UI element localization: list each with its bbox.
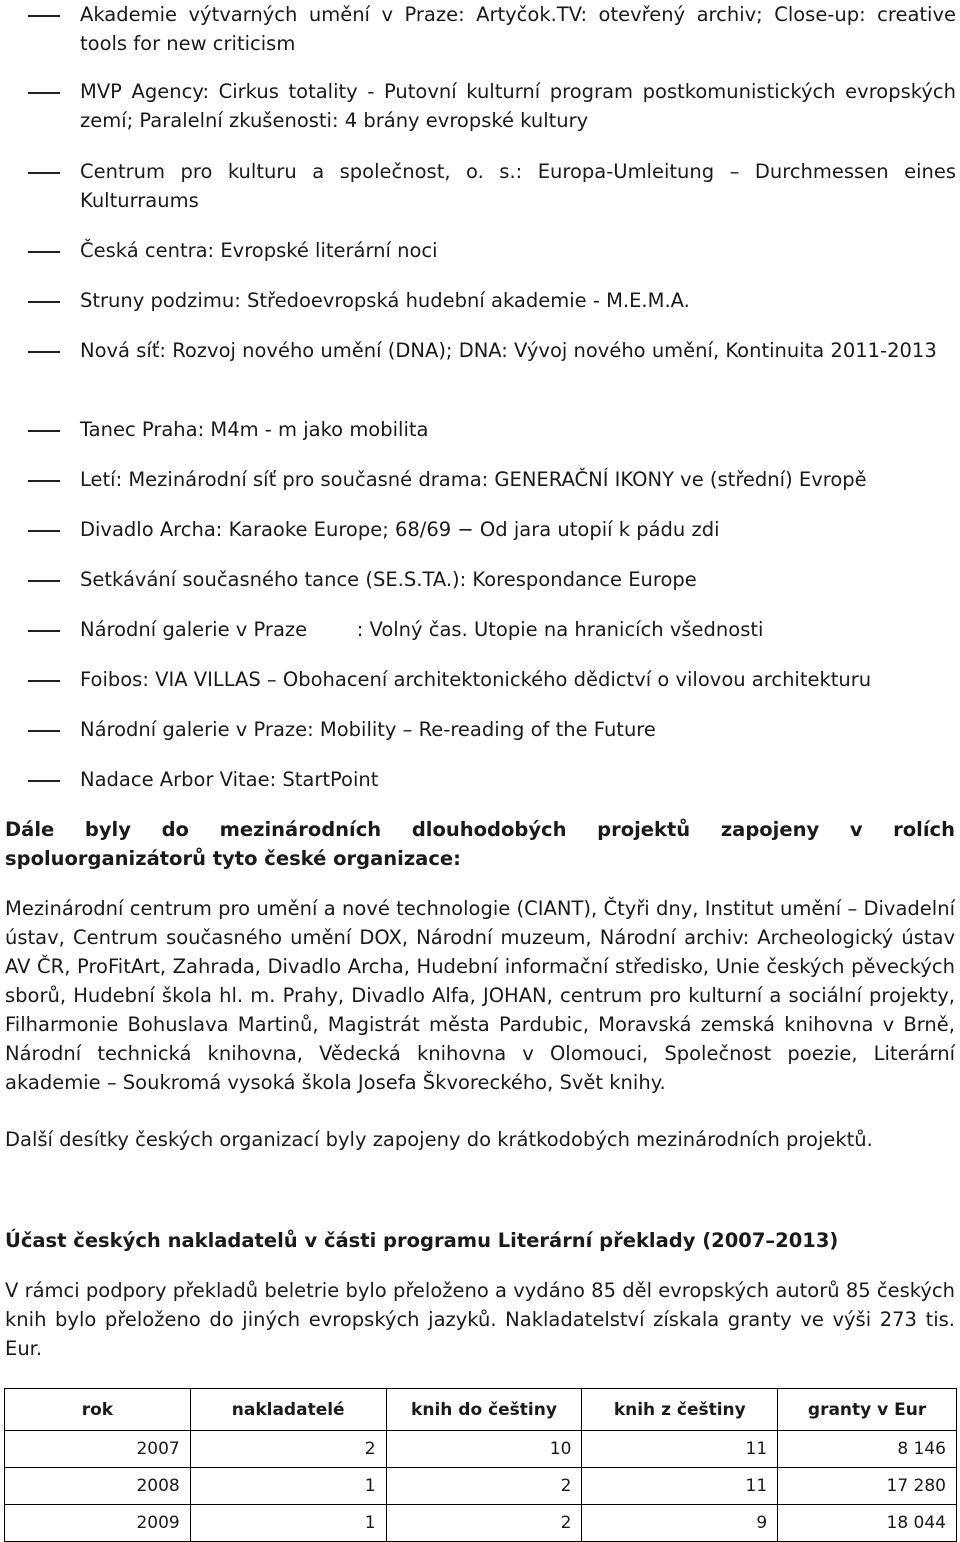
dash-bullet [28,480,60,482]
dash-bullet [28,301,60,303]
cell-books-into-czech: 2 [386,1505,582,1542]
dash-bullet [28,251,60,253]
cell-books-into-czech: 2 [386,1468,582,1505]
cell-grants-eur: 17 280 [778,1468,957,1505]
coorganizers-body: Mezinárodní centrum pro umění a nové technologie (CIANT), Čtyři dny, Institut umění – Divadelní ústav, Centrum současného umění DOX, Národní muzeum, Národní archiv: Archeologický ústav AV ČR, ProFitArt, Zahrada, Divadlo Archa, Hudební informační středisko, Unie českých pěveckých sborů, Hudební škola hl. m. Prahy, Divadlo Alfa, JOHAN, centrum pro kulturní a sociální projekty, Filharmonie Bohuslava Martinů, Magistrát města Pardubic, Moravská zemská knihovna v Brně, Národní technická knihovna, Vědecká knihovna v Olomouci, Společnost poezie, Literární akademie – Soukromá vysoká škola Josefa Škvoreckého, Svět knihy. [5,897,955,1094]
table-header-row [5,1389,957,1431]
list-item-text: Nová síť: Rozvoj nového umění (DNA); DNA: Vývoj nového umění, Kontinuita 2011-2013 [80,339,937,362]
coorganizers-heading: Dále byly do mezinárodních dlouhodobých projektů zapojeny v rolích spoluorganizátorů tyto české organizace: [5,818,955,870]
dash-bullet [28,92,60,94]
publishers-body: V rámci podpory překladů beletrie bylo přeloženo a vydáno 85 děl evropských autorů 85 českých knih bylo přeloženo do jiných evropských jazyků. Nakladatelství získala granty ve výši 273 tis. Eur. [5,1279,955,1360]
cell-books-from-czech: 9 [582,1505,778,1542]
cell-publishers: 1 [190,1505,386,1542]
dash-bullet [28,730,60,732]
translation-grants-table [4,1388,957,1542]
cell-grants-eur: 18 044 [778,1505,957,1542]
dash-bullet [28,630,60,632]
table-row [5,1431,957,1468]
cell-publishers: 2 [190,1431,386,1468]
cell-year: 2008 [5,1468,191,1505]
list-item-text: Česká centra: Evropské literární noci [80,239,438,262]
column-header-books-into-czech: knih do češtiny [386,1389,582,1431]
dash-bullet [28,351,60,353]
cell-year: 2009 [5,1505,191,1542]
column-header-grants-eur: granty v Eur [778,1389,957,1431]
cell-publishers: 1 [190,1468,386,1505]
coorganizers-extra: Další desítky českých organizací byly zapojeny do krátkodobých mezinárodních projektů. [5,1128,873,1151]
dash-bullet [28,15,60,17]
column-header-publishers: nakladatelé [190,1389,386,1431]
list-item-text: Divadlo Archa: Karaoke Europe; 68/69 − Od jara utopií k pádu zdi [80,518,720,541]
cell-year: 2007 [5,1431,191,1468]
list-item-text: Národní galerie v Praze: Mobility – Re-reading of the Future [80,718,656,741]
dash-bullet [28,430,60,432]
list-item-text: Nadace Arbor Vitae: StartPoint [80,768,379,791]
list-item-text: Centrum pro kulturu a společnost, o. s.: Europa-Umleitung – Durchmessen eines Kulturraums [80,160,956,212]
column-header-year: rok [5,1389,191,1431]
cell-grants-eur: 8 146 [778,1431,957,1468]
cell-books-from-czech: 11 [582,1431,778,1468]
list-item-text: Akademie výtvarných umění v Praze: Artyčok.TV: otevřený archiv; Close-up: creative tools for new criticism [80,3,956,55]
list-item-text: Setkávání současného tance (SE.S.TA.): Korespondance Europe [80,568,697,591]
list-item-text: Foibos: VIA VILLAS – Obohacení architektonického dědictví o vilovou architekturu [80,668,872,691]
list-item-text: Struny podzimu: Středoevropská hudební akademie - M.E.M.A. [80,289,690,312]
dash-bullet [28,580,60,582]
dash-bullet [28,530,60,532]
list-item-text: MVP Agency: Cirkus totality - Putovní kulturní program postkomunistických evropských zemí; Paralelní zkušenosti: 4 brány evropské kultury [80,80,956,132]
cell-books-from-czech: 11 [582,1468,778,1505]
dash-bullet [28,680,60,682]
table-row [5,1468,957,1505]
column-header-books-from-czech: knih z češtiny [582,1389,778,1431]
cell-books-into-czech: 10 [386,1431,582,1468]
publishers-heading: Účast českých nakladatelů v části programu Literární překlady (2007–2013) [5,1229,839,1252]
list-item-text: Letí: Mezinárodní síť pro současné drama: GENERAČNÍ IKONY ve (střední) Evropě [80,468,867,491]
dash-bullet [28,780,60,782]
list-item-text: Národní galerie v Praze : Volný čas. Utopie na hranicích všednosti [80,618,764,641]
table-row [5,1505,957,1542]
list-item-text: Tanec Praha: M4m - m jako mobilita [80,418,429,441]
dash-bullet [28,172,60,174]
